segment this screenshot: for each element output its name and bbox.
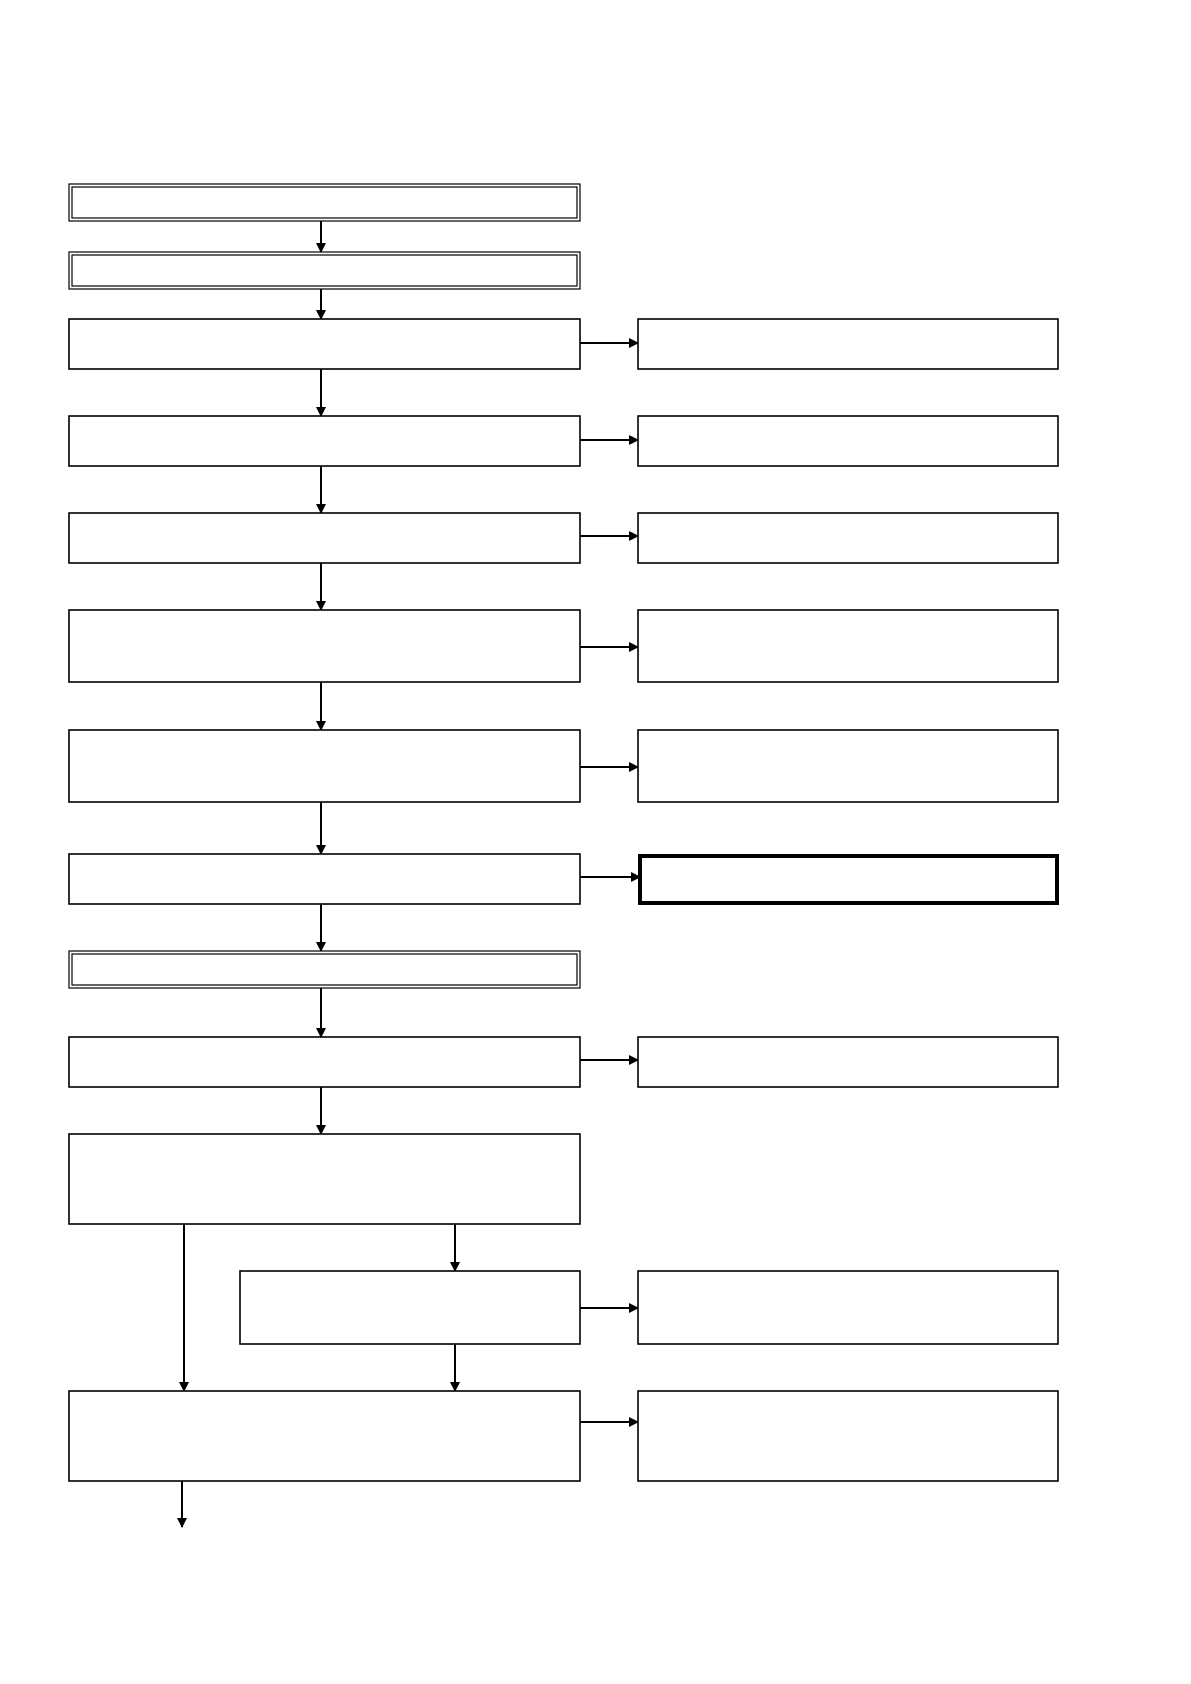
node-box-n12 <box>240 1271 580 1344</box>
node-n2 <box>69 252 580 289</box>
node-box-n3 <box>69 319 580 369</box>
node-box-n11 <box>69 1134 580 1224</box>
node-box-n10r <box>638 1037 1058 1087</box>
node-n13r <box>638 1391 1058 1481</box>
node-n4r <box>638 416 1058 466</box>
node-box-n5 <box>69 513 580 563</box>
node-box-n13 <box>69 1391 580 1481</box>
node-box-n12r <box>638 1271 1058 1344</box>
node-n5 <box>69 513 580 563</box>
node-n12 <box>240 1271 580 1344</box>
node-box-n8r <box>640 856 1057 903</box>
node-box-n1 <box>69 184 580 221</box>
node-n11 <box>69 1134 580 1224</box>
node-box-n8 <box>69 854 580 904</box>
node-n6 <box>69 610 580 682</box>
node-n3 <box>69 319 580 369</box>
node-n4 <box>69 416 580 466</box>
node-box-n7r <box>638 730 1058 802</box>
node-n10r <box>638 1037 1058 1087</box>
node-n13 <box>69 1391 580 1481</box>
node-box-n10 <box>69 1037 580 1087</box>
node-n5r <box>638 513 1058 563</box>
node-n8r <box>640 856 1057 903</box>
node-box-n4r <box>638 416 1058 466</box>
node-box-n6 <box>69 610 580 682</box>
node-n6r <box>638 610 1058 682</box>
node-n1 <box>69 184 580 221</box>
node-box-n9 <box>69 951 580 988</box>
nodes-layer <box>69 184 1058 1481</box>
node-n7 <box>69 730 580 802</box>
node-n12r <box>638 1271 1058 1344</box>
node-box-n6r <box>638 610 1058 682</box>
node-box-n3r <box>638 319 1058 369</box>
node-box-n2 <box>69 252 580 289</box>
node-n7r <box>638 730 1058 802</box>
node-box-n5r <box>638 513 1058 563</box>
node-box-n7 <box>69 730 580 802</box>
node-n10 <box>69 1037 580 1087</box>
node-n9 <box>69 951 580 988</box>
node-n8 <box>69 854 580 904</box>
node-n3r <box>638 319 1058 369</box>
node-box-n4 <box>69 416 580 466</box>
node-box-n13r <box>638 1391 1058 1481</box>
